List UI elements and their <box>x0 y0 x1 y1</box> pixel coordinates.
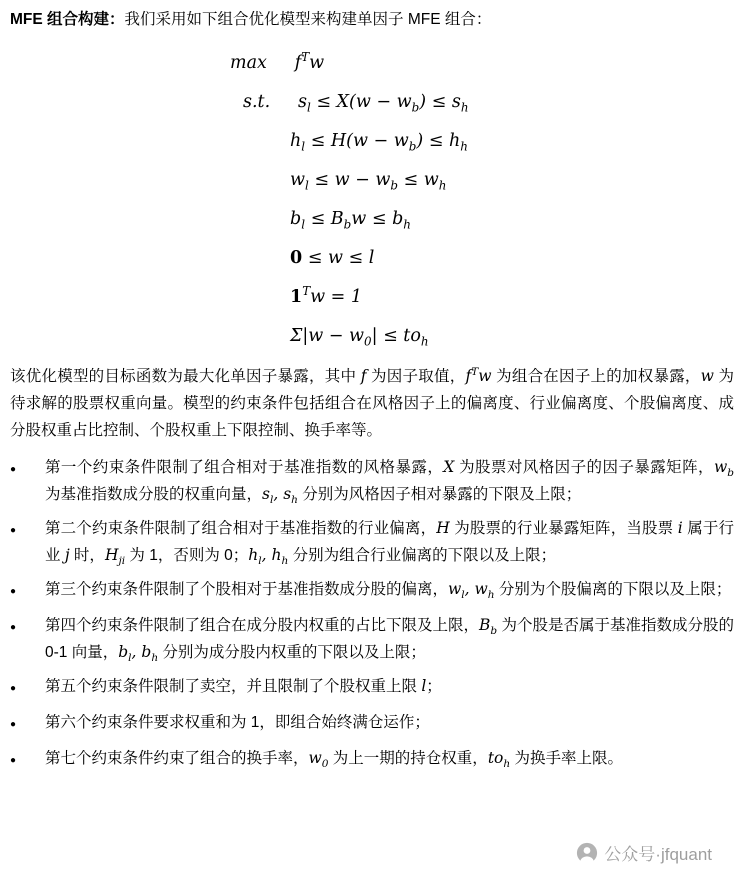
list-item <box>10 515 734 569</box>
list-item <box>10 576 734 605</box>
bullet-icon: ● <box>10 464 17 476</box>
model-description-paragraph: 该优化模型的目标函数为最大化单因子暴露，其中 f 为因子取值，$f^Tw$ 为组合在因子上的加权暴露，w 为待求解的股票权重向量。模型的约束条件包括组合在风格因子上的偏离度、行业偏离度、个股偏离度、成分股权重占比控制、个股权重上下限控制、换手率等。 <box>10 366 734 440</box>
list-item <box>10 745 734 774</box>
person-icon <box>576 842 598 864</box>
bullet-text-5: 第五个约束条件限制了卖空，并且限制了个股权重上限 l； <box>45 677 442 696</box>
formula-constraint-benchmark: $b_l \le B_bw \le b_h$ <box>290 209 411 232</box>
watermark <box>576 840 712 865</box>
bullet-text-6: 第六个约束条件要求权重和为 1，即组合始终满仓运作； <box>45 714 430 732</box>
list-item <box>10 709 734 738</box>
title-lead: MFE 组合构建： <box>10 11 125 28</box>
formula-objective: max $f^Tw$ <box>230 50 325 74</box>
formula-constraint-noshort: 0 ≤ w ≤ l <box>290 248 375 269</box>
formula-constraint-industry: $h_l \le H(w - w_b) \le h_h$ <box>290 131 468 154</box>
bullet-icon: ● <box>10 525 17 537</box>
bullet-icon: ● <box>10 586 17 598</box>
bullet-icon: ● <box>10 719 17 731</box>
constraint-bullet-list <box>10 454 734 774</box>
list-item <box>10 612 734 666</box>
bullet-icon: ● <box>10 755 17 767</box>
formula-constraint-turnover: $\Sigma|w - w_0| \le to_h$ <box>290 326 429 349</box>
bullet-icon: ● <box>10 683 17 695</box>
formula-constraint-fullinvest: $1^Tw = 1$ <box>290 284 363 308</box>
watermark-text: 公众号·jfquant <box>604 845 712 864</box>
list-item <box>10 673 734 702</box>
document-title <box>10 8 734 31</box>
formula-constraint-stock: $w_l \le w - w_b \le w_h$ <box>290 170 447 193</box>
list-item <box>10 454 734 508</box>
title-rest: 我们采用如下组合优化模型来构建单因子 MFE 组合： <box>124 11 492 28</box>
formula-constraint-style: s.t. $s_l \le X(w - w_b) \le s_h$ <box>243 92 469 115</box>
bullet-text-3: 第三个约束条件限制了个股相对于基准指数成分股的偏离，$w_l$, $w_h$ 分别为个股偏离的下限以及上限； <box>45 580 732 602</box>
bullet-text-1: 第一个约束条件限制了组合相对于基准指数的风格暴露，X 为股票对风格因子的因子暴露矩阵，$w_b$ 为基准指数成分股的权重向量，$s_l$, $s_h$ 分别为风格因子相对暴露的下限及上限； <box>45 458 734 507</box>
optimization-model-formulas <box>10 43 734 355</box>
bullet-icon: ● <box>10 622 17 634</box>
bullet-text-2: 第二个约束条件限制了组合相对于基准指数的行业偏离，H 为股票的行业暴露矩阵，当股票 i 属于行业 j 时，$H_{ji}$ 为 1，否则为 0；$h_l$, $h_h$ 分别为组合行业偏离的下限以及上限； <box>45 519 734 568</box>
bullet-text-7: 第七个约束条件约束了组合的换手率，$w_0$ 为上一期的持仓权重，$to_h$ 为换手率上限。 <box>45 749 623 771</box>
bullet-text-4: 第四个约束条件限制了组合在成分股内权重的占比下限及上限，$B_b$ 为个股是否属于基准指数成分股的 0-1 向量，$b_l$, $b_h$ 分别为成分股内权重的下限以及上限； <box>45 616 734 665</box>
